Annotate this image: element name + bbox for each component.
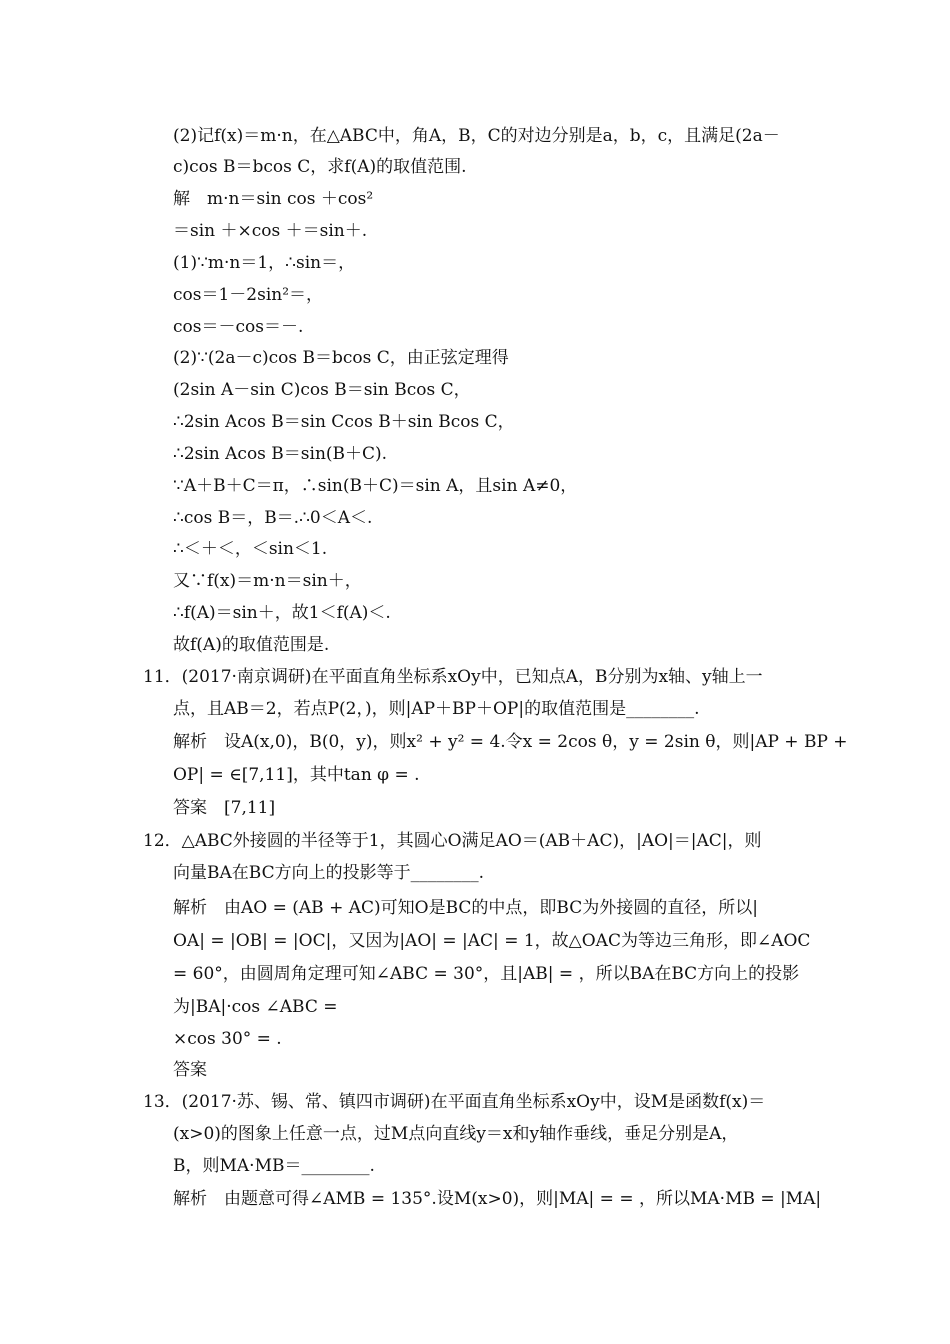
text-line: OP| = ∈[7,11]，其中tan φ = .: [173, 765, 420, 785]
text-line: (2)记f(x)＝m·n，在△ABC中，角A，B，C的对边分别是a，b，c，且满足(2a－: [173, 126, 780, 146]
text-line: ∴cos B＝，B＝.∴0＜A＜.: [173, 508, 373, 528]
text-line: ∴2sin Acos B＝sin Ccos B＋sin Bcos C，: [173, 412, 515, 432]
text-line: ∴＜＋＜，＜sin＜1.: [173, 539, 328, 559]
text-line: 解 m·n＝sin cos ＋cos²: [173, 189, 374, 209]
question-11: 11．(2017·南京调研)在平面直角坐标系xOy中，已知点A，B分别为x轴、y轴上一: [143, 667, 763, 687]
text-line: OA| = |OB| = |OC|，又因为|AO| = |AC| = 1，故△OAC为等边三角形，即∠AOC: [173, 931, 811, 951]
analysis-line: 解析 由AO = (AB + AC)可知O是BC的中点，即BC为外接圆的直径，所以|: [173, 898, 758, 918]
text-line: (x>0)的图象上任意一点，过M点向直线y＝x和y轴作垂线，垂足分别是A，: [173, 1124, 739, 1144]
analysis-line: 解析 设A(x,0)，B(0，y)，则x² + y² = 4.令x = 2cos θ，y = 2sin θ，则|AP + BP +: [173, 732, 848, 752]
answer-line: 答案 [7,11]: [173, 798, 276, 818]
question-12: 12．△ABC外接圆的半径等于1，其圆心O满足AO＝(AB＋AC)，|AO|＝|AC|，则: [143, 831, 762, 851]
text-line: cos＝－cos＝－.: [173, 317, 304, 337]
analysis-line: 解析 由题意可得∠AMB = 135°.设M(x>0)，则|MA| = = ，所以MA·MB = |MA|: [173, 1189, 822, 1209]
text-line: 故f(A)的取值范围是.: [173, 635, 330, 655]
text-line: ∵A＋B＋C＝π，∴sin(B＋C)＝sin A，且sin A≠0，: [173, 476, 578, 496]
text-line: ＝sin ＋×cos ＋＝sin＋.: [173, 221, 368, 241]
text-line: 点，且AB＝2，若点P(2，)，则|AP＋BP＋OP|的取值范围是________.: [173, 699, 700, 719]
text-line: 又∵f(x)＝m·n＝sin＋，: [173, 571, 362, 591]
question-13: 13．(2017·苏、锡、常、镇四市调研)在平面直角坐标系xOy中，设M是函数f(x)＝: [143, 1092, 766, 1112]
text-line: 向量BA在BC方向上的投影等于________.: [173, 863, 484, 883]
text-line: ∴2sin Acos B＝sin(B＋C).: [173, 444, 388, 464]
text-line: (1)∵m·n＝1，∴sin＝，: [173, 253, 356, 273]
text-line: cos＝1－2sin²＝，: [173, 285, 324, 305]
text-line: ∴f(A)＝sin＋，故1＜f(A)＜.: [173, 603, 391, 623]
text-line: (2)∵(2a－c)cos B＝bcos C，由正弦定理得: [173, 348, 509, 368]
text-line: B，则MA·MB＝________.: [173, 1156, 375, 1176]
text-line: c)cos B＝bcos C，求f(A)的取值范围.: [173, 157, 467, 177]
text-line: 为|BA|·cos ∠ABC =: [173, 997, 338, 1017]
text-line: (2sin A－sin C)cos B＝sin Bcos C，: [173, 380, 471, 400]
text-line: ×cos 30° = .: [173, 1029, 282, 1049]
answer-line: 答案: [173, 1060, 207, 1080]
text-line: = 60°，由圆周角定理可知∠ABC = 30°，且|AB| = ，所以BA在BC方向上的投影: [173, 964, 800, 984]
